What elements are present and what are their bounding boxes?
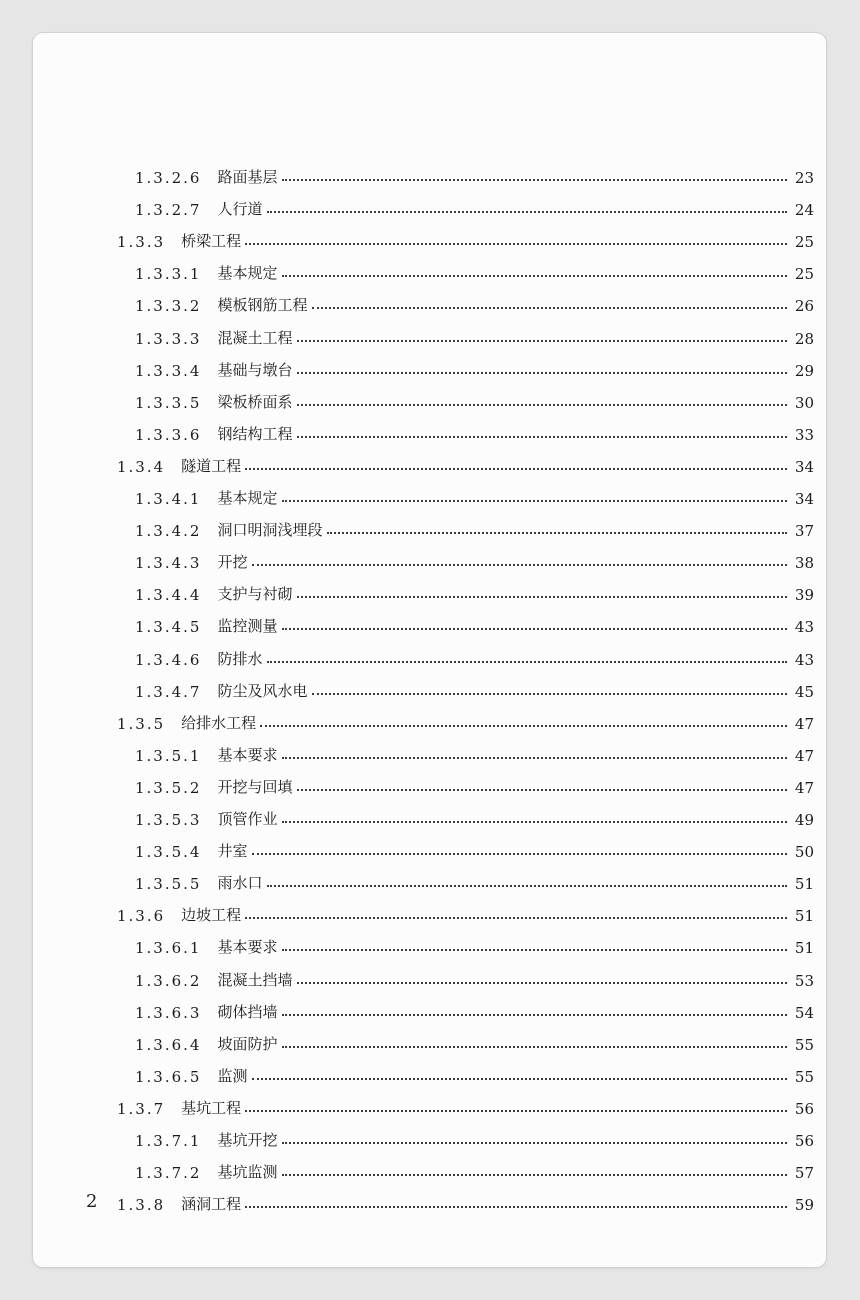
toc-entry	[33, 931, 826, 957]
toc-entry-page: 43	[794, 650, 814, 669]
toc-entry-page: 38	[794, 554, 814, 573]
toc-leader-dots	[252, 564, 787, 566]
toc-entry-title: 开挖	[217, 553, 248, 572]
toc-entry-title: 路面基层	[217, 168, 278, 186]
toc-leader-dots	[282, 757, 787, 759]
toc-entry-title: 模板钢筋工程	[217, 296, 308, 315]
toc-leader-dots	[297, 596, 787, 598]
toc-leader-dots	[245, 468, 787, 470]
toc-entry-page: 34	[794, 490, 814, 508]
toc-entry-page: 34	[794, 457, 814, 476]
toc-entry	[33, 1124, 826, 1150]
toc-entry-page: 51	[794, 875, 814, 894]
toc-entry-number: 1.3.4.7	[135, 682, 202, 701]
toc-entry	[33, 1092, 826, 1118]
toc-entry-number: 1.3.3.3	[135, 329, 202, 348]
toc-entry-page: 56	[794, 1132, 814, 1150]
toc-entry-number: 1.3.5	[117, 714, 166, 733]
toc-entry-number: 1.3.7.1	[135, 1132, 202, 1150]
toc-entry-number: 1.3.5.1	[135, 746, 202, 765]
toc-entry-title: 基本规定	[217, 489, 278, 507]
toc-entry	[33, 996, 826, 1022]
toc-leader-dots	[282, 821, 787, 823]
toc-entry-number: 1.3.4.4	[135, 586, 202, 605]
toc-entry	[33, 964, 826, 990]
toc-entry-page: 53	[794, 971, 814, 990]
toc-entry-title: 基坑工程	[181, 1098, 242, 1117]
toc-leader-dots	[260, 725, 787, 727]
toc-leader-dots	[297, 982, 787, 984]
table-of-contents	[33, 33, 826, 1267]
toc-entry-page: 29	[794, 361, 814, 380]
toc-entry-number: 1.3.4.6	[135, 650, 202, 669]
toc-entry-title: 梁板桥面系	[217, 392, 293, 411]
toc-entry	[33, 835, 826, 861]
toc-leader-dots	[245, 1110, 787, 1112]
toc-entry-title: 桥梁工程	[181, 232, 242, 251]
toc-entry	[33, 161, 826, 187]
toc-entry-number: 1.3.4.3	[135, 554, 202, 573]
toc-entry-number: 1.3.6.4	[135, 1035, 202, 1054]
toc-leader-dots	[245, 1206, 787, 1208]
toc-entry	[33, 1188, 826, 1214]
toc-entry-title: 基坑监测	[217, 1163, 278, 1182]
toc-entry	[33, 803, 826, 829]
toc-entry	[33, 289, 826, 315]
toc-entry	[33, 514, 826, 540]
toc-entry	[33, 1156, 826, 1182]
toc-entry-page: 57	[794, 1164, 814, 1183]
toc-entry-title: 给排水工程	[181, 713, 257, 732]
toc-entry-number: 1.3.7	[117, 1099, 166, 1118]
toc-entry-page: 50	[794, 843, 814, 862]
toc-entry-page: 28	[794, 329, 814, 348]
toc-entry-page: 56	[794, 1099, 814, 1118]
toc-entry-title: 顶管作业	[217, 810, 278, 828]
toc-entry-title: 支护与衬砌	[217, 585, 293, 604]
toc-entry	[33, 867, 826, 893]
toc-entry-page: 47	[794, 714, 814, 733]
toc-entry-title: 基坑开挖	[217, 1131, 278, 1149]
toc-entry	[33, 546, 826, 572]
toc-entry	[33, 643, 826, 669]
toc-leader-dots	[282, 1046, 787, 1048]
toc-entry-title: 混凝土挡墙	[217, 970, 293, 989]
toc-leader-dots	[312, 307, 787, 309]
toc-entry	[33, 193, 826, 219]
toc-entry	[33, 675, 826, 701]
toc-entry-title: 防排水	[217, 649, 263, 668]
document-page	[33, 33, 826, 1267]
toc-entry-number: 1.3.4.1	[135, 490, 202, 508]
toc-entry-number: 1.3.8	[117, 1196, 166, 1215]
toc-entry	[33, 707, 826, 733]
toc-entry-title: 钢结构工程	[217, 424, 293, 443]
toc-entry-number: 1.3.6.5	[135, 1067, 202, 1086]
toc-leader-dots	[327, 532, 787, 534]
toc-entry-title: 隧道工程	[181, 456, 242, 475]
toc-entry-number: 1.3.7.2	[135, 1164, 202, 1183]
toc-entry-title: 混凝土工程	[217, 328, 293, 347]
toc-entry-number: 1.3.4.5	[135, 618, 202, 637]
toc-leader-dots	[312, 693, 787, 695]
toc-entry-number: 1.3.4	[117, 457, 166, 476]
toc-entry-title: 雨水口	[217, 874, 263, 893]
toc-leader-dots	[282, 500, 787, 502]
toc-entry-number: 1.3.5.5	[135, 875, 202, 894]
toc-leader-dots	[297, 404, 787, 406]
toc-leader-dots	[297, 340, 787, 342]
toc-entry-number: 1.3.3.2	[135, 297, 202, 316]
toc-entry-number: 1.3.5.3	[135, 811, 202, 829]
toc-entry	[33, 578, 826, 604]
toc-entry-page: 39	[794, 586, 814, 605]
toc-entry-page: 43	[794, 618, 814, 637]
toc-entry	[33, 450, 826, 476]
toc-entry-number: 1.3.4.2	[135, 522, 202, 541]
toc-entry	[33, 386, 826, 412]
toc-entry-title: 边坡工程	[181, 906, 242, 925]
toc-entry-page: 45	[794, 682, 814, 701]
toc-entry-number: 1.3.3	[117, 233, 166, 252]
toc-entry-page: 47	[794, 746, 814, 765]
toc-entry-title: 砌体挡墙	[217, 1002, 278, 1021]
toc-entry	[33, 322, 826, 348]
toc-entry-page: 55	[794, 1067, 814, 1086]
toc-entry-title: 洞口明洞浅埋段	[217, 521, 323, 540]
toc-entry-number: 1.3.3.1	[135, 265, 202, 284]
toc-entry-page: 25	[794, 265, 814, 284]
toc-entry	[33, 354, 826, 380]
toc-entry	[33, 771, 826, 797]
toc-entry-page: 25	[794, 233, 814, 252]
toc-entry	[33, 739, 826, 765]
toc-entry	[33, 1028, 826, 1054]
toc-entry-number: 1.3.6	[117, 907, 166, 926]
toc-entry-title: 开挖与回填	[217, 777, 293, 796]
toc-leader-dots	[267, 885, 787, 887]
toc-entry-page: 47	[794, 778, 814, 797]
toc-entry-number: 1.3.6.3	[135, 1003, 202, 1022]
toc-entry-title: 基本规定	[217, 264, 278, 283]
toc-entry-title: 基本要求	[217, 938, 278, 957]
toc-entry-title: 防尘及风水电	[217, 681, 308, 700]
toc-entry-page: 37	[794, 522, 814, 541]
toc-entry-page: 23	[794, 169, 814, 187]
toc-entry-page: 30	[794, 393, 814, 412]
toc-leader-dots	[252, 1078, 787, 1080]
toc-entry-number: 1.3.3.6	[135, 425, 202, 444]
toc-entry-number: 1.3.6.1	[135, 939, 202, 958]
toc-entry-number: 1.3.2.6	[135, 169, 202, 187]
toc-leader-dots	[282, 179, 787, 181]
toc-entry	[33, 899, 826, 925]
toc-entry	[33, 482, 826, 508]
toc-entry-page: 49	[794, 811, 814, 829]
toc-entry-page: 26	[794, 297, 814, 316]
toc-leader-dots	[282, 275, 787, 277]
toc-entry-title: 监测	[217, 1066, 248, 1085]
toc-leader-dots	[245, 917, 787, 919]
toc-entry-page: 51	[794, 907, 814, 926]
toc-entry-number: 1.3.6.2	[135, 971, 202, 990]
toc-leader-dots	[282, 1174, 787, 1176]
toc-leader-dots	[282, 628, 787, 630]
toc-entry-page: 24	[794, 201, 814, 220]
toc-leader-dots	[297, 372, 787, 374]
toc-entry	[33, 418, 826, 444]
toc-leader-dots	[267, 211, 787, 213]
toc-entry-title: 坡面防护	[217, 1034, 278, 1053]
toc-entry	[33, 225, 826, 251]
toc-leader-dots	[297, 436, 787, 438]
toc-entry-page: 55	[794, 1035, 814, 1054]
toc-leader-dots	[282, 949, 787, 951]
toc-entry-title: 人行道	[217, 200, 263, 219]
toc-leader-dots	[267, 661, 787, 663]
toc-entry	[33, 610, 826, 636]
toc-leader-dots	[252, 853, 787, 855]
toc-leader-dots	[297, 789, 787, 791]
page-number: 2	[86, 1191, 98, 1212]
toc-leader-dots	[282, 1142, 787, 1144]
toc-entry-title: 井室	[217, 842, 248, 861]
toc-entry-number: 1.3.2.7	[135, 201, 202, 220]
toc-entry-page: 51	[794, 939, 814, 958]
toc-entry-title: 基本要求	[217, 745, 278, 764]
toc-entry-page: 33	[794, 425, 814, 444]
toc-entry-number: 1.3.3.4	[135, 361, 202, 380]
toc-entry	[33, 257, 826, 283]
toc-entry-number: 1.3.3.5	[135, 393, 202, 412]
toc-entry-number: 1.3.5.4	[135, 843, 202, 862]
toc-entry-number: 1.3.5.2	[135, 778, 202, 797]
toc-entry-page: 59	[794, 1196, 814, 1215]
toc-entry	[33, 1060, 826, 1086]
toc-entry-title: 监控测量	[217, 617, 278, 636]
toc-entry-page: 54	[794, 1003, 814, 1022]
toc-entry-title: 基础与墩台	[217, 360, 293, 379]
toc-leader-dots	[245, 243, 787, 245]
toc-entry-title: 涵洞工程	[181, 1195, 242, 1214]
toc-leader-dots	[282, 1014, 787, 1016]
